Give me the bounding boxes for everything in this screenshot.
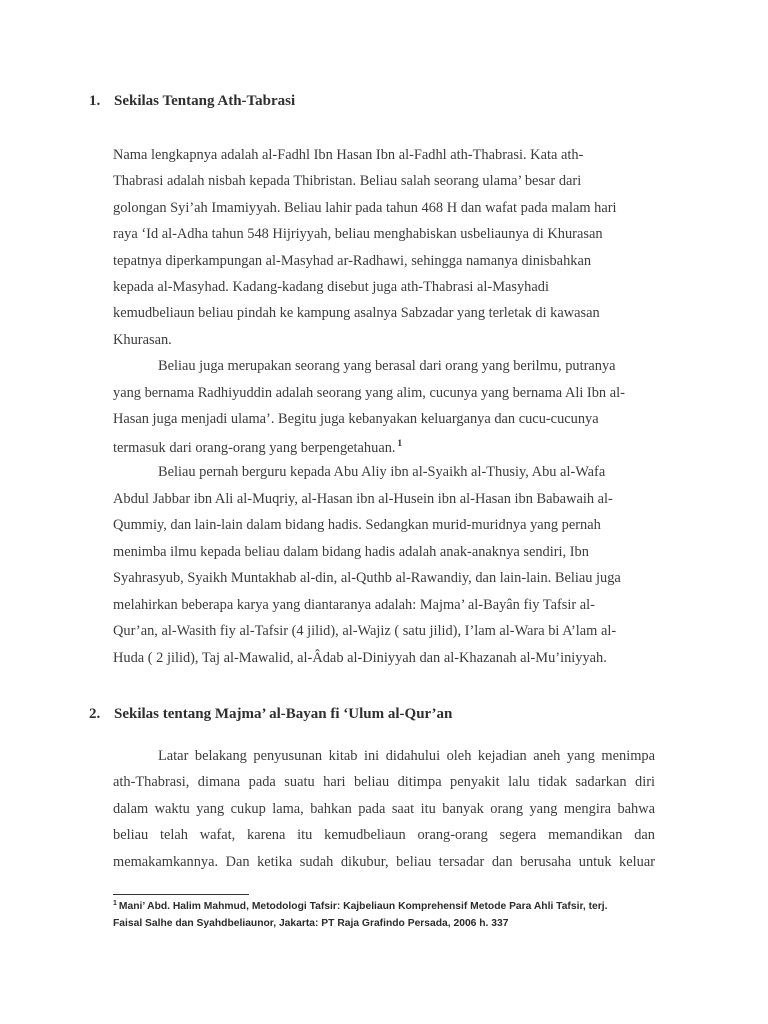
s1-line-6: kemudbeliaun beliau pindah ke kampung asalnya Sabzadar yang terletak di kawasan: [113, 305, 600, 321]
s2-line-1: ath-Thabrasi, dimana pada suatu hari beliau ditimpa penyakit lalu tidak sadarkan diri: [113, 774, 655, 790]
s1-line-2: golongan Syi’ah Imamiyyah. Beliau lahir pada tahun 468 H dan wafat pada malam hari: [113, 200, 617, 216]
section-2-heading: [89, 706, 452, 723]
s1-line-10: Hasan juga menjadi ulama’. Begitu juga kebanyakan keluarganya dan cucu-cucunya: [113, 411, 599, 427]
s1-line-9: yang bernama Radhiyuddin adalah seorang yang alim, cucunya yang bernama Ali Ibn al-: [113, 385, 625, 401]
section-1-heading: [89, 93, 295, 110]
s1-line-12: Beliau pernah berguru kepada Abu Aliy ibn al-Syaikh al-Thusiy, Abu al-Wafa: [158, 464, 606, 480]
s1-line-11-wrap: [113, 438, 402, 457]
section-1-title: Sekilas Tentang Ath-Tabrasi: [114, 93, 296, 109]
footnote-line-2: Faisal Salhe dan Syahdbeliaunor, Jakarta: PT Raja Grafindo Persada, 2006 h. 337: [113, 918, 509, 929]
s1-line-1: Thabrasi adalah nisbah kepada Thibristan. Beliau salah seorang ulama’ besar dari: [113, 173, 582, 189]
footnote-line-1-wrap: [113, 900, 608, 912]
s2-line-3: beliau telah wafat, karena itu kemudbeliaun orang-orang segera memandikan dan: [113, 827, 655, 843]
s1-line-18: Qur’an, al-Wasith fiy al-Tafsir (4 jilid), al-Wajiz ( satu jilid), I’lam al-Wara bi A’lam al-: [113, 623, 617, 639]
section-2-number: 2.: [89, 706, 101, 722]
s2-line-4: memakamkannya. Dan ketika sudah dikubur, beliau tersadar dan berusaha untuk keluar: [113, 854, 655, 870]
s1-line-16: Syahrasyub, Syaikh Muntakhab al-din, al-Quthb al-Rawandiy, dan lain-lain. Beliau juga: [113, 570, 621, 586]
s1-line-3: raya ‘Id al-Adha tahun 548 Hijriyyah, beliau menghabiskan usbeliaunya di Khurasan: [113, 226, 603, 242]
footnote-separator: [113, 894, 249, 895]
section-1-number: 1.: [89, 93, 101, 109]
footnote-marker: 1: [113, 900, 117, 907]
s1-line-4: tepatnya diperkampungan al-Masyhad ar-Radhawi, sehingga namanya dinisbahkan: [113, 253, 592, 269]
s1-line-5: kepada al-Masyhad. Kadang-kadang disebut juga ath-Thabrasi al-Masyhadi: [113, 279, 549, 295]
footnote-line-1: Mani’ Abd. Halim Mahmud, Metodologi Tafsir: Kajbeliaun Komprehensif Metode Para Ahli Tafsir, terj.: [118, 901, 608, 912]
section-2-title: Sekilas tentang Majma’ al-Bayan fi ‘Ulum al-Qur’an: [114, 706, 453, 722]
s1-line-0: Nama lengkapnya adalah al-Fadhl Ibn Hasan Ibn al-Fadhl ath-Thabrasi. Kata ath-: [113, 147, 584, 163]
s1-line-8: Beliau juga merupakan seorang yang berasal dari orang yang berilmu, putranya: [158, 358, 616, 374]
footnote-reference[interactable]: 1: [397, 438, 403, 448]
s2-line-2: dalam waktu yang cukup lama, bahkan pada saat itu banyak orang yang mengira bahwa: [113, 801, 655, 817]
s1-line-17: melahirkan beberapa karya yang diantaranya adalah: Majma’ al-Bayân fiy Tafsir al-: [113, 597, 595, 613]
s2-line-0: Latar belakang penyusunan kitab ini didahului oleh kejadian aneh yang menimpa: [158, 748, 655, 764]
s1-line-11: termasuk dari orang-orang yang berpengetahuan.: [113, 440, 396, 456]
s1-line-14: Qummiy, dan lain-lain dalam bidang hadis. Sedangkan murid-muridnya yang pernah: [113, 517, 601, 533]
s1-line-19: Huda ( 2 jilid), Taj al-Mawalid, al-Âdab al-Diniyyah dan al-Khazanah al-Mu’iniyyah.: [113, 650, 607, 666]
s1-line-13: Abdul Jabbar ibn Ali al-Muqriy, al-Hasan ibn al-Husein ibn al-Hasan ibn Babawaih al-: [113, 491, 613, 507]
s1-line-7: Khurasan.: [113, 332, 172, 348]
s1-line-15: menimba ilmu kepada beliau dalam bidang hadis adalah anak-anaknya sendiri, Ibn: [113, 544, 589, 560]
